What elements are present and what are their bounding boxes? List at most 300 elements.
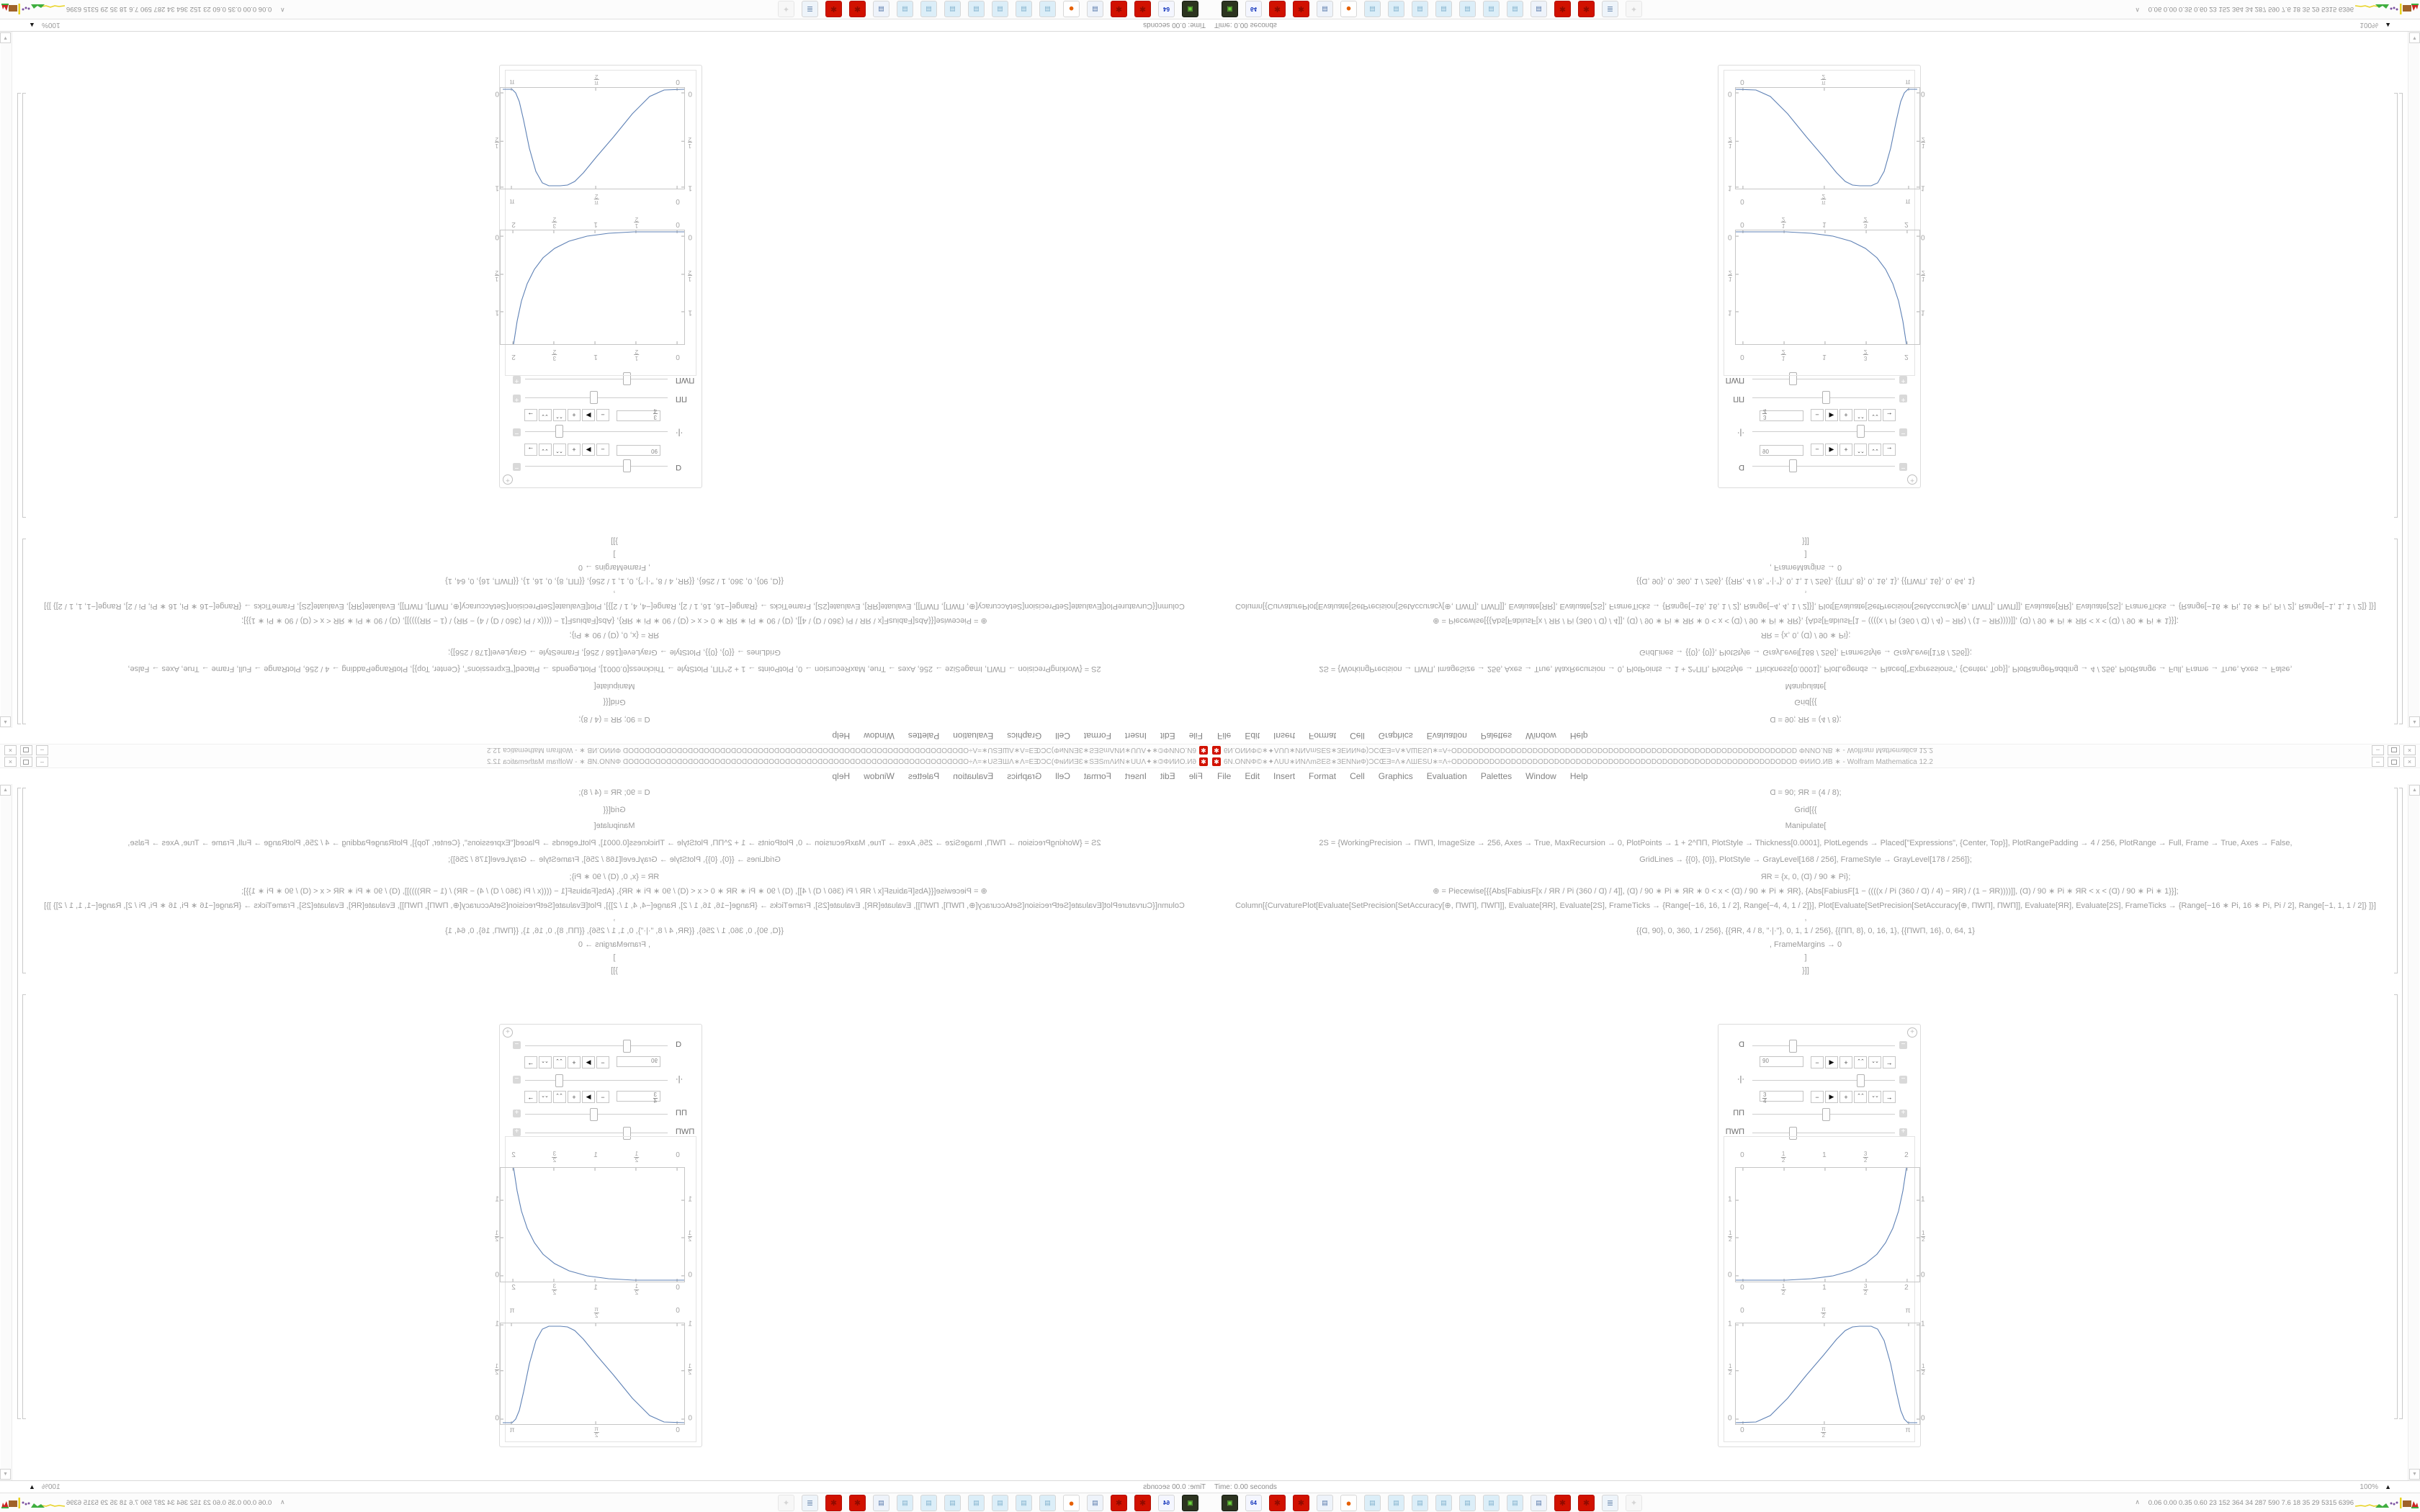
window-titlebar[interactable] — [0, 756, 1210, 768]
notepad-icon[interactable]: ▤ — [1388, 1, 1404, 17]
manipulate-options-icon[interactable]: + — [503, 474, 513, 485]
firefox-icon[interactable]: ● — [1063, 1495, 1080, 1511]
code-line[interactable]: Manipulate[ — [593, 822, 635, 830]
menu-item-graphics[interactable]: Graphics — [1378, 771, 1413, 781]
mathematica-icon[interactable]: ✱ — [1269, 1495, 1286, 1511]
slider-thumb[interactable] — [1857, 425, 1865, 438]
code-line[interactable]: Column[{CurvaturePlot[Evaluate[SetPrecision[SetAccuracy[⊕, ПWП], ПWП]], Evaluate[ЯR], Evaluate[2S], FrameTicks → {Range[−16, 16, 1 / 2], Range[−4, 4, 1 / 2]}], Plot[Evaluate[SetPrecision[SetAccuracy[⊕, ПWП], ПWП]], Evaluate[ЯR], Evaluate[2S], FrameTicks → {Range[−16 ∗ Pi, 16 ∗ Pi, Pi / 2], Range[−1, 1, 1 / 2]} ]}] — [44, 901, 1185, 910]
firefox-icon[interactable]: ● — [1063, 1, 1080, 17]
recorder-icon[interactable]: ▣ — [1222, 1, 1238, 17]
code-line[interactable]: 2S = {WorkingPrecision → ПWП, ImageSize → 256, Axes → True, MaxRecursion → 0, PlotPoints → 1 + 2^ПП, PlotStyle → Thickness[0.0001], PlotLegends → Placed["Expressions", {Center, Top}], PlotRangePadding → 4 / 256, PlotRange → Full, Frame → True, Axes → False, — [1319, 665, 2293, 673]
menu-item-file[interactable]: File — [1188, 731, 1203, 741]
scroll-down-button[interactable]: ▼ — [0, 1469, 11, 1480]
magnification-flag-icon[interactable]: ▲ — [2385, 1483, 2391, 1490]
slider-thumb[interactable] — [623, 459, 631, 472]
magnification-flag-icon[interactable]: ▲ — [2385, 22, 2391, 29]
code-line[interactable]: ] — [1804, 550, 1807, 559]
magnification-value[interactable]: 100% — [42, 1483, 60, 1491]
menu-item-edit[interactable]: Edit — [1160, 771, 1175, 781]
notepad-icon[interactable]: ▤ — [992, 1495, 1008, 1511]
code-line[interactable]: Grid[{{ — [603, 698, 626, 706]
scroll-up-button[interactable]: ▲ — [2409, 785, 2420, 796]
faster-button[interactable]: ⌃⌃ — [553, 444, 566, 456]
slower-button[interactable]: ⌄⌄ — [1868, 409, 1881, 421]
menu-item-insert[interactable]: Insert — [1124, 731, 1147, 741]
menu-item-insert[interactable]: Insert — [1273, 731, 1296, 741]
notepad-icon[interactable]: ▤ — [944, 1495, 961, 1511]
code-line[interactable]: ЯR = {x, 0, (Ɑ) / 90 ∗ Pi}; — [1760, 873, 1851, 881]
code-line[interactable]: Ɑ = 90; ЯR = (4 / 8); — [1770, 788, 1842, 797]
menu-item-palettes[interactable]: Palettes — [1480, 771, 1512, 781]
value-input[interactable]: 3 4 — [1760, 410, 1803, 421]
slider-expand-toggle[interactable]: + — [1899, 1110, 1907, 1117]
magnification-flag-icon[interactable]: ▲ — [29, 22, 35, 29]
mathematica-icon[interactable]: ✱ — [825, 1, 842, 17]
tray-expander-icon[interactable]: ∧ — [280, 1498, 285, 1506]
code-line[interactable]: , — [613, 590, 616, 598]
code-line[interactable]: }]] — [611, 966, 618, 975]
notepad-icon[interactable]: ▤ — [1412, 1, 1428, 17]
menu-item-format[interactable]: Format — [1309, 771, 1337, 781]
code-line[interactable]: }]] — [611, 537, 618, 546]
notepad-icon[interactable]: ▤ — [1459, 1, 1476, 17]
calculator-icon[interactable]: ▤ — [873, 1, 889, 17]
window-titlebar[interactable] — [1210, 756, 2420, 768]
tray-expander-icon[interactable]: ∧ — [2135, 1498, 2140, 1506]
value-input[interactable]: $\frac{3}{4}$ — [1760, 1091, 1803, 1102]
code-line[interactable]: {{Ɑ, 90}, 0, 360, 1 / 256}, {{ЯR, 4 / 8, "·|·"}, 0, 1, 1 / 256}, {{ПП, 8}, 0, 16, 1}, {{ПWП, 16}, 0, 64, 1} — [445, 577, 784, 585]
code-line[interactable]: , FrameMargins → 0 — [578, 940, 651, 949]
faster-button[interactable]: ⌃⌃ — [553, 1091, 566, 1103]
slider-track[interactable] — [1752, 1080, 1895, 1081]
drag-hand-icon[interactable]: ✦ — [778, 1495, 794, 1511]
notepad-icon[interactable]: ▤ — [1483, 1, 1500, 17]
drag-hand-icon[interactable]: ✦ — [1626, 1495, 1642, 1511]
menu-item-palettes[interactable]: Palettes — [1480, 731, 1512, 741]
slider-track[interactable] — [525, 431, 668, 432]
value-input[interactable]: 90 — [1760, 445, 1803, 456]
menu-item-cell[interactable]: Cell — [1350, 771, 1365, 781]
menu-item-graphics[interactable]: Graphics — [1007, 731, 1042, 741]
scroll-up-button[interactable]: ▲ — [0, 785, 11, 796]
menu-item-file[interactable]: File — [1188, 771, 1203, 781]
vertical-scrollbar[interactable] — [1, 784, 12, 1480]
decrement-button[interactable]: − — [1811, 444, 1824, 456]
increment-button[interactable]: + — [1839, 444, 1852, 456]
code-line[interactable]: , FrameMargins → 0 — [578, 563, 651, 572]
play-button[interactable]: ▶ — [1825, 1056, 1838, 1068]
mathematica-icon[interactable]: ✱ — [849, 1, 866, 17]
magnification-value[interactable]: 100% — [2360, 1483, 2378, 1491]
menu-item-edit[interactable]: Edit — [1245, 771, 1260, 781]
slider-thumb[interactable] — [555, 1074, 563, 1087]
slider-track[interactable] — [1752, 1045, 1895, 1046]
menu-item-help[interactable]: Help — [1569, 731, 1588, 741]
notepad-icon[interactable]: ▤ — [920, 1, 937, 17]
menu-item-insert[interactable]: Insert — [1273, 771, 1296, 781]
input-cell-bracket[interactable] — [22, 788, 26, 973]
slider-thumb[interactable] — [1822, 1108, 1830, 1121]
mathematica-icon[interactable]: ✱ — [1578, 1, 1595, 17]
magnification-value[interactable]: 100% — [42, 21, 60, 29]
code-line[interactable]: ⊕ = Piecewise[{{Abs[FabiusF[x / ЯR / Pi (360 / Ɑ) / 4]], (Ɑ) / 90 ∗ Pi ∗ ЯR ∗ 0 < x < (Ɑ) / 90 ∗ Pi ∗ ЯR}, {Abs[FabiusF[1 − ((((x / Pi (360 / Ɑ) / 4) − ЯR) / (1 − ЯR))))]], (Ɑ) / 90 ∗ Pi ∗ ЯR < x < (Ɑ) / 90 ∗ Pi ∗ 1}}]; — [1433, 887, 2179, 896]
documentation-scroll-icon[interactable]: ≣ — [1602, 1495, 1618, 1511]
restore-button[interactable] — [2388, 757, 2400, 767]
notepad-icon[interactable]: ▤ — [897, 1495, 913, 1511]
slider-thumb[interactable] — [1857, 1074, 1865, 1087]
scroll-down-button[interactable]: ▼ — [2409, 1469, 2420, 1480]
decrement-button[interactable]: − — [596, 1091, 609, 1103]
magnification-flag-icon[interactable]: ▲ — [29, 1483, 35, 1490]
code-line[interactable]: 2S = {WorkingPrecision → ПWП, ImageSize → 256, Axes → True, MaxRecursion → 0, PlotPoints → 1 + 2^ПП, PlotStyle → Thickness[0.0001], PlotLegends → Placed["Expressions", {Center, Top}], PlotRangePadding → 4 / 256, PlotRange → Full, Frame → True, Axes → False, — [127, 839, 1101, 847]
play-button[interactable]: ▶ — [582, 409, 595, 421]
output-cell-bracket[interactable] — [2394, 93, 2398, 518]
slider-thumb[interactable] — [1789, 459, 1797, 472]
cell-group-bracket[interactable] — [17, 93, 21, 724]
code-line[interactable]: Manipulate[ — [1785, 682, 1827, 690]
output-cell-bracket[interactable] — [2394, 994, 2398, 1419]
code-line[interactable]: ⊕ = Piecewise[{{Abs[FabiusF[x / ЯR / Pi (360 / Ɑ) / 4]], (Ɑ) / 90 ∗ Pi ∗ ЯR ∗ 0 < x < (Ɑ) / 90 ∗ Pi ∗ ЯR}, {Abs[FabiusF[1 − ((((x / Pi (360 / Ɑ) / 4) − ЯR) / (1 − ЯR))))]], (Ɑ) / 90 ∗ Pi ∗ ЯR < x < (Ɑ) / 90 ∗ Pi ∗ 1}}]; — [241, 616, 987, 625]
slider-thumb[interactable] — [590, 1108, 598, 1121]
forward-button[interactable]: → — [1883, 1056, 1896, 1068]
slower-button[interactable]: ⌄⌄ — [1868, 1056, 1881, 1068]
code-line[interactable]: , FrameMargins → 0 — [1769, 563, 1842, 572]
forward-button[interactable]: → — [524, 409, 537, 421]
scroll-down-button[interactable]: ▼ — [0, 32, 11, 43]
slider-expand-toggle[interactable]: + — [513, 395, 521, 402]
code-line[interactable]: ЯR = {x, 0, (Ɑ) / 90 ∗ Pi}; — [1760, 631, 1851, 639]
close-button[interactable]: × — [2403, 757, 2416, 767]
value-input[interactable]: $\frac{3}{4}$ — [617, 1091, 660, 1102]
documentation-scroll-icon[interactable]: ≣ — [1602, 1, 1618, 17]
play-button[interactable]: ▶ — [1825, 409, 1838, 421]
slower-button[interactable]: ⌄⌄ — [1868, 444, 1881, 456]
minimize-button[interactable]: – — [2372, 757, 2384, 767]
vertical-scrollbar[interactable] — [2408, 32, 2419, 728]
code-line[interactable]: }]] — [1802, 537, 1809, 546]
minimize-button[interactable]: – — [36, 757, 48, 767]
value-input[interactable]: 90 — [617, 1056, 660, 1067]
recorder-icon[interactable]: ▣ — [1222, 1495, 1238, 1511]
menu-item-insert[interactable]: Insert — [1124, 771, 1147, 781]
menu-item-palettes[interactable]: Palettes — [908, 771, 940, 781]
decrement-button[interactable]: − — [596, 444, 609, 456]
menu-item-window[interactable]: Window — [1525, 731, 1556, 741]
slider-expand-toggle[interactable]: + — [1899, 395, 1907, 402]
scroll-down-button[interactable]: ▼ — [2409, 32, 2420, 43]
notepad-icon[interactable]: ▤ — [1459, 1495, 1476, 1511]
slider-thumb[interactable] — [555, 425, 563, 438]
menu-item-evaluation[interactable]: Evaluation — [1426, 771, 1467, 781]
code-line[interactable]: Column[{CurvaturePlot[Evaluate[SetPrecision[SetAccuracy[⊕, ПWП], ПWП]], Evaluate[ЯR], Evaluate[2S], FrameTicks → {Range[−16, 16, 1 / 2], Range[−4, 4, 1 / 2]}], Plot[Evaluate[SetPrecision[SetAccuracy[⊕, ПWП], ПWП]], Evaluate[ЯR], Evaluate[2S], FrameTicks → {Range[−16 ∗ Pi, 16 ∗ Pi, Pi / 2], Range[−1, 1, 1 / 2]} ]}] — [1235, 602, 2376, 611]
faster-button[interactable]: ⌃⌃ — [1854, 1056, 1867, 1068]
notepad-icon[interactable]: ▤ — [1388, 1495, 1404, 1511]
slower-button[interactable]: ⌄⌄ — [539, 409, 552, 421]
value-input[interactable]: 3 4 — [617, 410, 660, 421]
slider-track[interactable] — [525, 397, 668, 398]
save-64-icon[interactable]: 64 — [1158, 1, 1175, 17]
code-line[interactable]: }]] — [1802, 966, 1809, 975]
faster-button[interactable]: ⌃⌃ — [553, 1056, 566, 1068]
increment-button[interactable]: + — [1839, 1091, 1852, 1103]
mathematica-icon[interactable]: ✱ — [849, 1495, 866, 1511]
input-cell-bracket[interactable] — [2394, 788, 2398, 973]
cell-group-bracket[interactable] — [2399, 93, 2403, 724]
magnification-value[interactable]: 100% — [2360, 21, 2378, 29]
save-64-icon[interactable]: 64 — [1158, 1495, 1175, 1511]
notepad-icon[interactable]: ▤ — [968, 1495, 985, 1511]
menu-item-edit[interactable]: Edit — [1245, 731, 1260, 741]
menu-item-window[interactable]: Window — [864, 771, 895, 781]
notepad-icon[interactable]: ▤ — [1016, 1495, 1032, 1511]
slider-track[interactable] — [1752, 431, 1895, 432]
menu-item-format[interactable]: Format — [1083, 731, 1111, 741]
slider-track[interactable] — [525, 1080, 668, 1081]
code-line[interactable]: Manipulate[ — [1785, 822, 1827, 830]
documentation-scroll-icon[interactable]: ≣ — [802, 1495, 818, 1511]
code-line[interactable]: 2S = {WorkingPrecision → ПWП, ImageSize → 256, Axes → True, MaxRecursion → 0, PlotPoints → 1 + 2^ПП, PlotStyle → Thickness[0.0001], PlotLegends → Placed["Expressions", {Center, Top}], PlotRangePadding → 4 / 256, PlotRange → Full, Frame → True, Axes → False, — [1319, 839, 2293, 847]
code-line[interactable]: 2S = {WorkingPrecision → ПWП, ImageSize → 256, Axes → True, MaxRecursion → 0, PlotPoints → 1 + 2^ПП, PlotStyle → Thickness[0.0001], PlotLegends → Placed["Expressions", {Center, Top}], PlotRangePadding → 4 / 256, PlotRange → Full, Frame → True, Axes → False, — [127, 665, 1101, 673]
close-button[interactable]: × — [4, 757, 17, 767]
minimize-button[interactable]: – — [36, 745, 48, 755]
forward-button[interactable]: → — [1883, 1091, 1896, 1103]
value-input[interactable]: 90 — [617, 445, 660, 456]
vertical-scrollbar[interactable] — [1, 32, 12, 728]
menu-item-cell[interactable]: Cell — [1055, 771, 1070, 781]
cell-group-bracket[interactable] — [17, 788, 21, 1419]
notepad-icon[interactable]: ▤ — [1364, 1495, 1381, 1511]
close-button[interactable]: × — [2403, 745, 2416, 755]
menu-item-file[interactable]: File — [1217, 731, 1232, 741]
window-titlebar[interactable] — [0, 744, 1210, 756]
faster-button[interactable]: ⌃⌃ — [1854, 1091, 1867, 1103]
menu-item-help[interactable]: Help — [832, 731, 851, 741]
slider-track[interactable] — [525, 1045, 668, 1046]
drag-hand-icon[interactable]: ✦ — [778, 1, 794, 17]
code-line[interactable]: ⊕ = Piecewise[{{Abs[FabiusF[x / ЯR / Pi (360 / Ɑ) / 4]], (Ɑ) / 90 ∗ Pi ∗ ЯR ∗ 0 < x < (Ɑ) / 90 ∗ Pi ∗ ЯR}, {Abs[FabiusF[1 − ((((x / Pi (360 / Ɑ) / 4) − ЯR) / (1 − ЯR))))]], (Ɑ) / 90 ∗ Pi ∗ ЯR < x < (Ɑ) / 90 ∗ Pi ∗ 1}}]; — [1433, 616, 2179, 625]
slider-expand-toggle[interactable]: − — [513, 463, 521, 471]
restore-button[interactable] — [2388, 745, 2400, 755]
tray-expander-icon[interactable]: ∧ — [280, 6, 285, 14]
code-line[interactable]: Ɑ = 90; ЯR = (4 / 8); — [578, 715, 650, 724]
menu-item-palettes[interactable]: Palettes — [908, 731, 940, 741]
code-line[interactable]: ] — [613, 953, 616, 962]
mathematica-icon[interactable]: ✱ — [1554, 1, 1571, 17]
code-line[interactable]: Column[{CurvaturePlot[Evaluate[SetPrecision[SetAccuracy[⊕, ПWП], ПWП]], Evaluate[ЯR], Evaluate[2S], FrameTicks → {Range[−16, 16, 1 / 2], Range[−4, 4, 1 / 2]}], Plot[Evaluate[SetPrecision[SetAccuracy[⊕, ПWП], ПWП]], Evaluate[ЯR], Evaluate[2S], FrameTicks → {Range[−16 ∗ Pi, 16 ∗ Pi, Pi / 2], Range[−1, 1, 1 / 2]} ]}] — [44, 602, 1185, 611]
mathematica-icon[interactable]: ✱ — [1134, 1495, 1151, 1511]
mathematica-icon[interactable]: ✱ — [1578, 1495, 1595, 1511]
code-line[interactable]: GridLines → {{0}, {0}}, PlotStyle → GrayLevel[168 / 256], FrameStyle → GrayLevel[178 / 256]}; — [1639, 648, 1972, 657]
slider-expand-toggle[interactable]: − — [1899, 463, 1907, 471]
slider-thumb[interactable] — [1789, 1040, 1797, 1053]
increment-button[interactable]: + — [568, 1091, 581, 1103]
menu-item-evaluation[interactable]: Evaluation — [1426, 731, 1467, 741]
code-line[interactable]: GridLines → {{0}, {0}}, PlotStyle → GrayLevel[168 / 256], FrameStyle → GrayLevel[178 / 256]}; — [448, 855, 781, 864]
notepad-icon[interactable]: ▤ — [1435, 1, 1452, 17]
slower-button[interactable]: ⌄⌄ — [539, 1056, 552, 1068]
recorder-icon[interactable]: ▣ — [1182, 1495, 1198, 1511]
forward-button[interactable]: → — [1883, 409, 1896, 421]
code-line[interactable]: ] — [1804, 953, 1807, 962]
calculator-icon[interactable]: ▤ — [1531, 1, 1547, 17]
slider-track[interactable] — [525, 1114, 668, 1115]
code-line[interactable]: ] — [613, 550, 616, 559]
slider-expand-toggle[interactable]: + — [513, 376, 521, 384]
menu-item-edit[interactable]: Edit — [1160, 731, 1175, 741]
minimize-button[interactable]: – — [2372, 745, 2384, 755]
code-line[interactable]: Ɑ = 90; ЯR = (4 / 8); — [1770, 715, 1842, 724]
manipulate-options-icon[interactable]: + — [1907, 1027, 1917, 1038]
output-cell-bracket[interactable] — [22, 93, 26, 518]
slider-expand-toggle[interactable]: − — [513, 1041, 521, 1049]
decrement-button[interactable]: − — [596, 409, 609, 421]
slider-expand-toggle[interactable]: + — [1899, 376, 1907, 384]
slower-button[interactable]: ⌄⌄ — [539, 1091, 552, 1103]
slider-thumb[interactable] — [1822, 391, 1830, 404]
slower-button[interactable]: ⌄⌄ — [539, 444, 552, 456]
menu-item-format[interactable]: Format — [1083, 771, 1111, 781]
input-cell-bracket[interactable] — [2394, 539, 2398, 724]
mathematica-icon[interactable]: ✱ — [1269, 1, 1286, 17]
code-line[interactable]: Grid[{{ — [1794, 806, 1817, 814]
menu-item-cell[interactable]: Cell — [1350, 731, 1365, 741]
slider-expand-toggle[interactable]: + — [1899, 1128, 1907, 1136]
code-line[interactable]: ЯR = {x, 0, (Ɑ) / 90 ∗ Pi}; — [569, 873, 660, 881]
menu-item-file[interactable]: File — [1217, 771, 1232, 781]
faster-button[interactable]: ⌃⌃ — [1854, 409, 1867, 421]
code-line[interactable]: , — [613, 914, 616, 922]
slower-button[interactable]: ⌄⌄ — [1868, 1091, 1881, 1103]
mathematica-icon[interactable]: ✱ — [825, 1495, 842, 1511]
code-line[interactable]: ⊕ = Piecewise[{{Abs[FabiusF[x / ЯR / Pi (360 / Ɑ) / 4]], (Ɑ) / 90 ∗ Pi ∗ ЯR ∗ 0 < x < (Ɑ) / 90 ∗ Pi ∗ ЯR}, {Abs[FabiusF[1 − ((((x / Pi (360 / Ɑ) / 4) − ЯR) / (1 − ЯR))))]], (Ɑ) / 90 ∗ Pi ∗ ЯR < x < (Ɑ) / 90 ∗ Pi ∗ 1}}]; — [241, 887, 987, 896]
save-64-icon[interactable]: 64 — [1245, 1495, 1262, 1511]
slider-expand-toggle[interactable]: + — [513, 1110, 521, 1117]
slider-track[interactable] — [1752, 466, 1895, 467]
slider-track[interactable] — [525, 466, 668, 467]
menu-item-help[interactable]: Help — [1569, 771, 1588, 781]
mathematica-icon[interactable]: ✱ — [1554, 1495, 1571, 1511]
notepad-icon[interactable]: ▤ — [1016, 1, 1032, 17]
calculator-icon[interactable]: ▤ — [1531, 1495, 1547, 1511]
code-line[interactable]: , FrameMargins → 0 — [1769, 940, 1842, 949]
decrement-button[interactable]: − — [596, 1056, 609, 1068]
mathematica-icon[interactable]: ✱ — [1293, 1495, 1309, 1511]
menu-item-window[interactable]: Window — [1525, 771, 1556, 781]
save-64-icon[interactable]: 64 — [1245, 1, 1262, 17]
play-button[interactable]: ▶ — [582, 444, 595, 456]
increment-button[interactable]: + — [568, 1056, 581, 1068]
notepad-icon[interactable]: ▤ — [1507, 1, 1523, 17]
slider-expand-toggle[interactable]: − — [1899, 1041, 1907, 1049]
code-line[interactable]: Grid[{{ — [1794, 698, 1817, 706]
notepad-icon[interactable]: ▤ — [1039, 1495, 1056, 1511]
decrement-button[interactable]: − — [1811, 1056, 1824, 1068]
calculator-icon[interactable]: ▤ — [1317, 1, 1333, 17]
restore-button[interactable] — [20, 745, 32, 755]
code-line[interactable]: Column[{CurvaturePlot[Evaluate[SetPrecision[SetAccuracy[⊕, ПWП], ПWП]], Evaluate[ЯR], Evaluate[2S], FrameTicks → {Range[−16, 16, 1 / 2], Range[−4, 4, 1 / 2]}], Plot[Evaluate[SetPrecision[SetAccuracy[⊕, ПWП], ПWП]], Evaluate[ЯR], Evaluate[2S], FrameTicks → {Range[−16 ∗ Pi, 16 ∗ Pi, Pi / 2], Range[−1, 1, 1 / 2]} ]}] — [1235, 901, 2376, 910]
slider-track[interactable] — [1752, 397, 1895, 398]
input-cell-bracket[interactable] — [22, 539, 26, 724]
forward-button[interactable]: → — [524, 1091, 537, 1103]
value-input[interactable]: 90 — [1760, 1056, 1803, 1067]
forward-button[interactable]: → — [524, 444, 537, 456]
output-cell-bracket[interactable] — [22, 994, 26, 1419]
menu-item-format[interactable]: Format — [1309, 731, 1337, 741]
slider-expand-toggle[interactable]: − — [513, 1076, 521, 1084]
play-button[interactable]: ▶ — [1825, 444, 1838, 456]
faster-button[interactable]: ⌃⌃ — [1854, 444, 1867, 456]
drag-hand-icon[interactable]: ✦ — [1626, 1, 1642, 17]
increment-button[interactable]: + — [1839, 409, 1852, 421]
play-button[interactable]: ▶ — [1825, 1091, 1838, 1103]
code-line[interactable]: {{Ɑ, 90}, 0, 360, 1 / 256}, {{ЯR, 4 / 8, "·|·"}, 0, 1, 1 / 256}, {{ПП, 8}, 0, 16, 1}, {{ПWП, 16}, 0, 64, 1} — [1636, 577, 1975, 585]
code-line[interactable]: , — [1804, 914, 1807, 922]
firefox-icon[interactable]: ● — [1340, 1, 1357, 17]
menu-item-evaluation[interactable]: Evaluation — [953, 771, 994, 781]
menu-item-cell[interactable]: Cell — [1055, 731, 1070, 741]
notepad-icon[interactable]: ▤ — [920, 1495, 937, 1511]
notepad-icon[interactable]: ▤ — [1507, 1495, 1523, 1511]
increment-button[interactable]: + — [1839, 1056, 1852, 1068]
decrement-button[interactable]: − — [1811, 1091, 1824, 1103]
manipulate-options-icon[interactable]: + — [503, 1027, 513, 1038]
slider-expand-toggle[interactable]: + — [513, 1128, 521, 1136]
slider-expand-toggle[interactable]: − — [1899, 428, 1907, 436]
notepad-icon[interactable]: ▤ — [992, 1, 1008, 17]
vertical-scrollbar[interactable] — [2408, 784, 2419, 1480]
forward-button[interactable]: → — [1883, 444, 1896, 456]
code-line[interactable]: {{Ɑ, 90}, 0, 360, 1 / 256}, {{ЯR, 4 / 8, "·|·"}, 0, 1, 1 / 256}, {{ПП, 8}, 0, 16, 1}, {{ПWП, 16}, 0, 64, 1} — [445, 927, 784, 935]
code-line[interactable]: Grid[{{ — [603, 806, 626, 814]
calculator-icon[interactable]: ▤ — [1317, 1495, 1333, 1511]
mathematica-icon[interactable]: ✱ — [1134, 1, 1151, 17]
cell-group-bracket[interactable] — [2399, 788, 2403, 1419]
menu-item-help[interactable]: Help — [832, 771, 851, 781]
play-button[interactable]: ▶ — [582, 1056, 595, 1068]
menu-item-window[interactable]: Window — [864, 731, 895, 741]
documentation-scroll-icon[interactable]: ≣ — [802, 1, 818, 17]
notepad-icon[interactable]: ▤ — [1412, 1495, 1428, 1511]
notepad-icon[interactable]: ▤ — [1364, 1, 1381, 17]
code-line[interactable]: {{Ɑ, 90}, 0, 360, 1 / 256}, {{ЯR, 4 / 8, "·|·"}, 0, 1, 1 / 256}, {{ПП, 8}, 0, 16, 1}, {{ПWП, 16}, 0, 64, 1} — [1636, 927, 1975, 935]
window-titlebar[interactable] — [1210, 744, 2420, 756]
code-line[interactable]: ЯR = {x, 0, (Ɑ) / 90 ∗ Pi}; — [569, 631, 660, 639]
code-line[interactable]: GridLines → {{0}, {0}}, PlotStyle → GrayLevel[168 / 256], FrameStyle → GrayLevel[178 / 256]}; — [1639, 855, 1972, 864]
calculator-icon[interactable]: ▤ — [1087, 1495, 1103, 1511]
slider-thumb[interactable] — [590, 391, 598, 404]
manipulate-options-icon[interactable]: + — [1907, 474, 1917, 485]
scroll-up-button[interactable]: ▲ — [0, 716, 11, 727]
slider-track[interactable] — [1752, 1114, 1895, 1115]
notepad-icon[interactable]: ▤ — [1483, 1495, 1500, 1511]
mathematica-icon[interactable]: ✱ — [1293, 1, 1309, 17]
firefox-icon[interactable]: ● — [1340, 1495, 1357, 1511]
code-line[interactable]: GridLines → {{0}, {0}}, PlotStyle → GrayLevel[168 / 256], FrameStyle → GrayLevel[178 / 256]}; — [448, 648, 781, 657]
mathematica-icon[interactable]: ✱ — [1111, 1, 1127, 17]
code-line[interactable]: , — [1804, 590, 1807, 598]
menu-item-graphics[interactable]: Graphics — [1007, 771, 1042, 781]
calculator-icon[interactable]: ▤ — [1087, 1, 1103, 17]
faster-button[interactable]: ⌃⌃ — [553, 409, 566, 421]
menu-item-graphics[interactable]: Graphics — [1378, 731, 1413, 741]
increment-button[interactable]: + — [568, 444, 581, 456]
restore-button[interactable] — [20, 757, 32, 767]
recorder-icon[interactable]: ▣ — [1182, 1, 1198, 17]
notepad-icon[interactable]: ▤ — [1435, 1495, 1452, 1511]
notepad-icon[interactable]: ▤ — [944, 1, 961, 17]
mathematica-icon[interactable]: ✱ — [1111, 1495, 1127, 1511]
slider-expand-toggle[interactable]: − — [513, 428, 521, 436]
